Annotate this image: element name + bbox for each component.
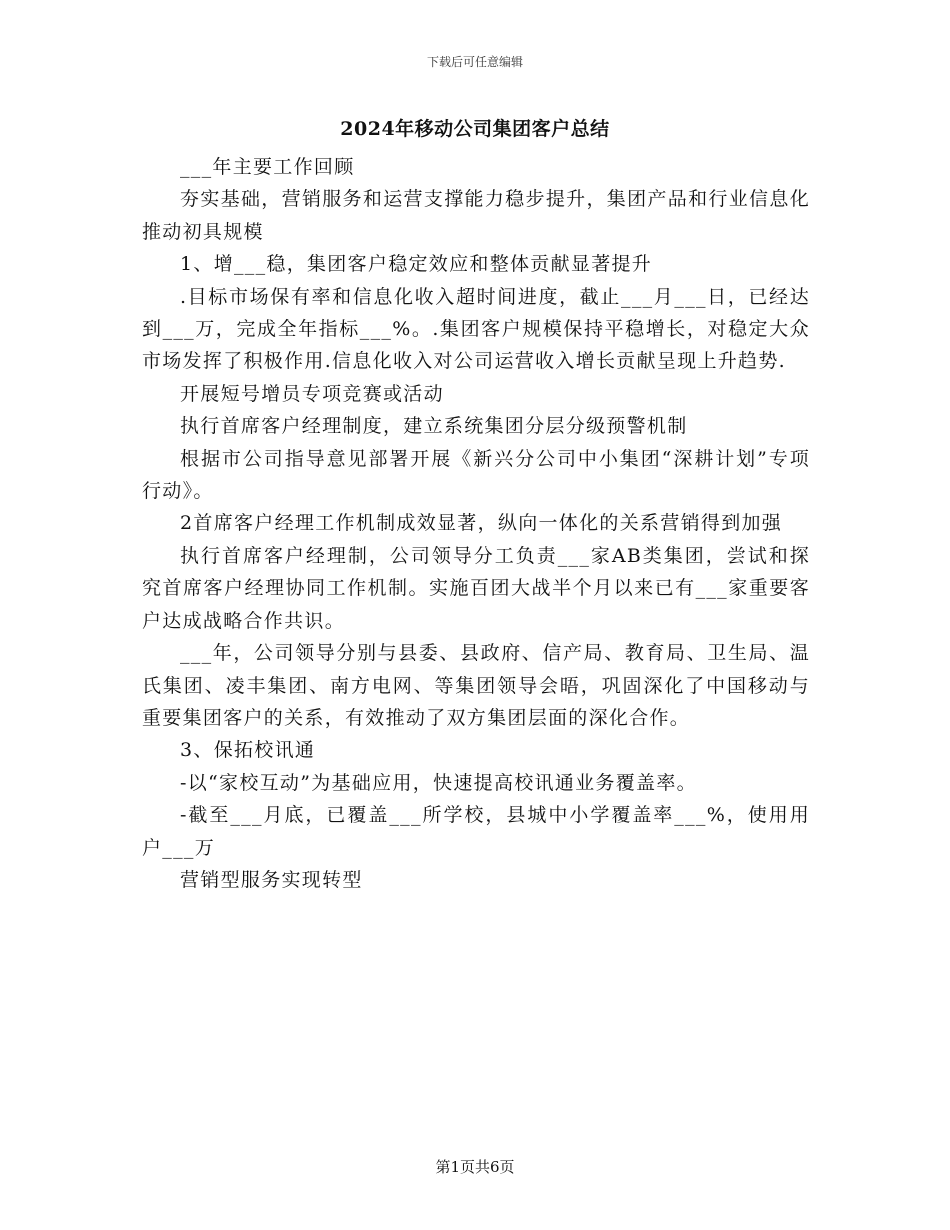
paragraph-8: 2首席客户经理工作机制成效显著，纵向一体化的关系营销得到加强 bbox=[180, 512, 783, 535]
page-footer: 第1页共6页 bbox=[435, 1158, 515, 1176]
paragraph-3: 1、增___稳，集团客户稳定效应和整体贡献显著提升 bbox=[180, 253, 653, 276]
paragraph-9: 执行首席客户经理制，公司领导分工负责___家AB类集团，尝试和探究首席客户经理协同工作机制。实施百团大战半个月以来已有___家重要客户达成战略合作共识。 bbox=[142, 544, 810, 632]
header-note: 下载后可任意编辑 bbox=[426, 55, 523, 69]
paragraph-6: 执行首席客户经理制度，建立系统集团分层分级预警机制 bbox=[180, 415, 688, 438]
paragraph-12: -以“家校互动”为基础应用，快速提高校讯通业务覆盖率。 bbox=[180, 771, 697, 794]
paragraph-13: -截至___月底，已覆盖___所学校，县城中小学覆盖率___%，使用用户___万 bbox=[142, 804, 810, 859]
paragraph-7: 根据市公司指导意见部署开展《新兴分公司中小集团“深耕计划”专项行动》。 bbox=[142, 447, 810, 503]
paragraph-4: .目标市场保有率和信息化收入超时间进度，截止___月___日，已经达到___万，完成全年指标___%。.集团客户规模保持平稳增长，对稳定大众市场发挥了积极作用.信息化收入对公司运营收入增长贡献呈现上升趋势. bbox=[142, 285, 810, 373]
paragraph-14: 营销型服务实现转型 bbox=[180, 868, 363, 891]
paragraph-10: ___年，公司领导分别与县委、县政府、信产局、教育局、卫生局、温氏集团、凌丰集团、南方电网、等集团领导会晤，巩固深化了中国移动与重要集团客户的关系，有效推动了双方集团层面的深化合作。 bbox=[142, 642, 810, 729]
paragraph-1: ___年主要工作回顾 bbox=[180, 156, 355, 178]
document-body bbox=[142, 151, 810, 896]
paragraph-11: 3、保拓校讯通 bbox=[180, 739, 316, 762]
paragraph-2: 夯实基础，营销服务和运营支撑能力稳步提升，集团产品和行业信息化推动初具规模 bbox=[142, 188, 810, 243]
paragraph-5: 开展短号增员专项竞赛或活动 bbox=[180, 382, 444, 405]
document-title: 2024年移动公司集团客户总结 bbox=[340, 118, 610, 140]
